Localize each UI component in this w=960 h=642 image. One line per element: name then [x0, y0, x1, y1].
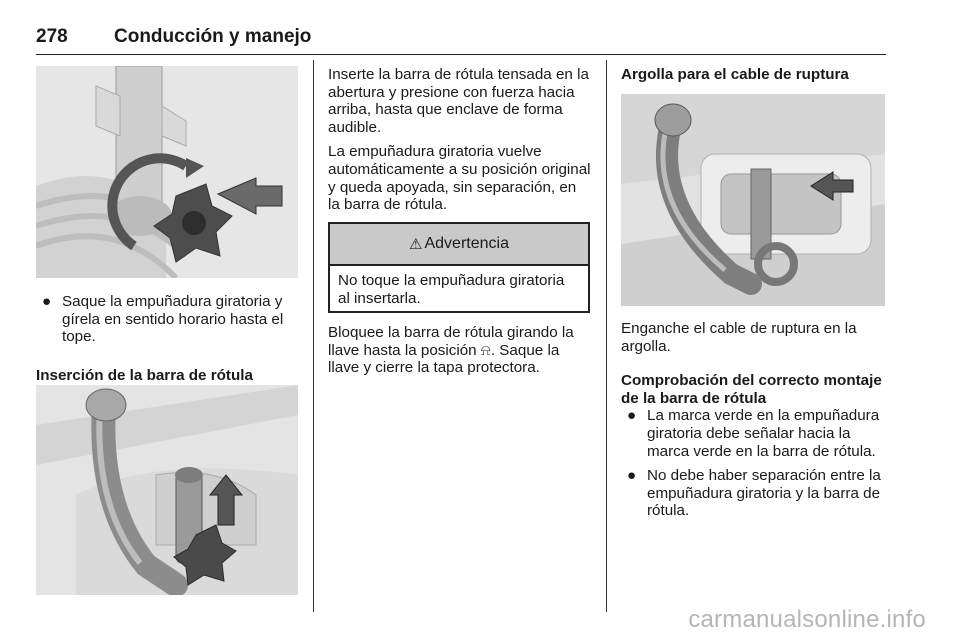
paragraph: La empuñadura giratoria vuelve automáticamente a su posición original y queda apoyada, sin separación, en la barra de rótula.	[328, 143, 591, 214]
bullet-text: Saque la empuñadura giratoria y gírela en sentido horario hasta el tope.	[62, 293, 284, 346]
page-header	[36, 26, 886, 55]
bullet-text: La marca verde en la empuñadura giratoria debe señalar hacia la marca verde en la barra de rótula.	[647, 407, 880, 460]
section-heading: Comprobación del correcto montaje de la barra de rótula	[621, 372, 882, 407]
warning-body: No toque la empuñadura giratoria al insertarla.	[338, 272, 565, 307]
figure-rotating-grip	[36, 66, 298, 278]
column-2	[328, 66, 592, 214]
paragraph: Inserte la barra de rótula tensada en la abertura y presione con fuerza hacia arriba, hasta que enclave de forma audible.	[328, 66, 589, 136]
figure-breakaway-cable-eye	[621, 94, 885, 306]
bullet-dot: ●	[627, 407, 637, 425]
list-item	[621, 407, 887, 460]
column-divider-2	[606, 60, 607, 612]
column-2-lower	[328, 324, 592, 377]
warning-title: Advertencia	[424, 235, 509, 252]
list-item	[621, 467, 887, 520]
paragraph: Bloquee la barra de rótula girando la llave hasta la posición ⍾. Saque la llave y cierre la tapa protectora.	[328, 324, 574, 377]
column-3-lower	[621, 320, 887, 520]
bullet-text: No debe haber separación entre la empuñadura giratoria y la barra de rótula.	[647, 467, 881, 520]
warning-header	[330, 224, 588, 266]
paragraph: Enganche el cable de ruptura en la argolla.	[621, 320, 857, 355]
section-heading: Argolla para el cable de ruptura	[621, 66, 849, 83]
page-number: 278	[36, 26, 68, 47]
column-3	[621, 66, 887, 84]
bullet-dot: ●	[627, 467, 637, 485]
column-divider-1	[313, 60, 314, 612]
column-1	[36, 293, 298, 384]
section-heading: Inserción de la barra de rótula	[36, 366, 253, 384]
figure-inserting-ball-bar	[36, 385, 298, 595]
warning-box	[328, 222, 590, 313]
bullet-dot: ●	[42, 293, 52, 310]
list-item	[36, 293, 298, 346]
watermark: carmanualsonline.info	[688, 606, 926, 633]
chapter-title: Conducción y manejo	[114, 26, 312, 47]
warning-icon: ⚠	[409, 236, 423, 253]
